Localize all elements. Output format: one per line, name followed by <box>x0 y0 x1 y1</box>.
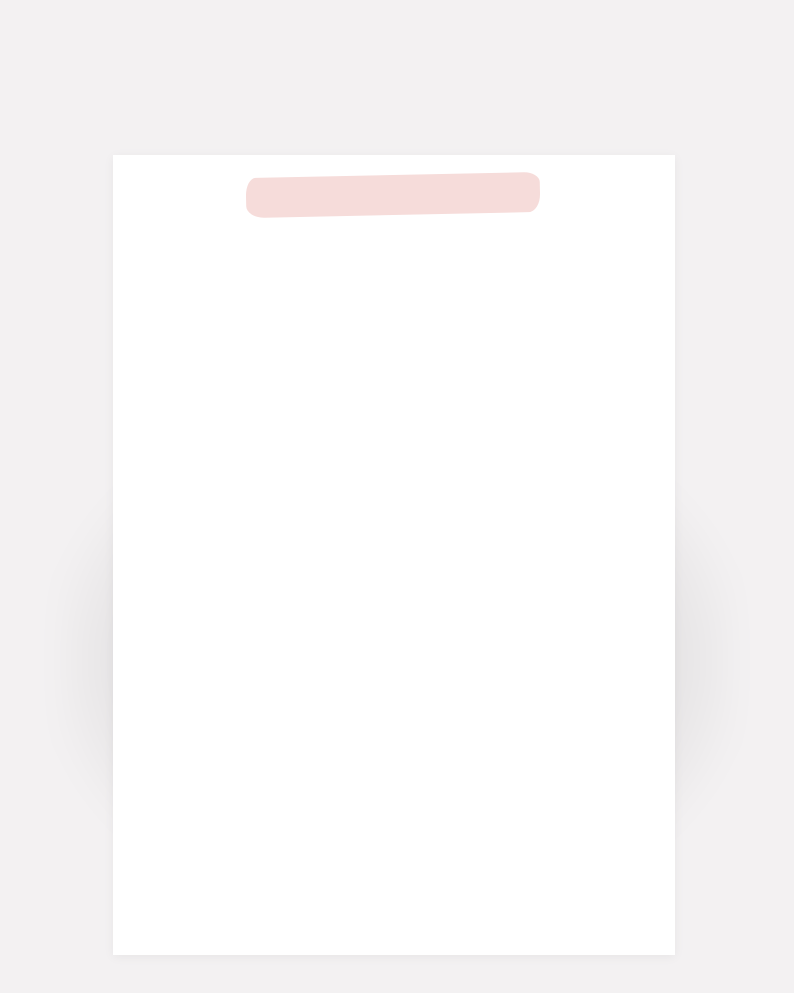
tracker-sheet <box>113 155 675 955</box>
score-grid <box>113 155 675 955</box>
